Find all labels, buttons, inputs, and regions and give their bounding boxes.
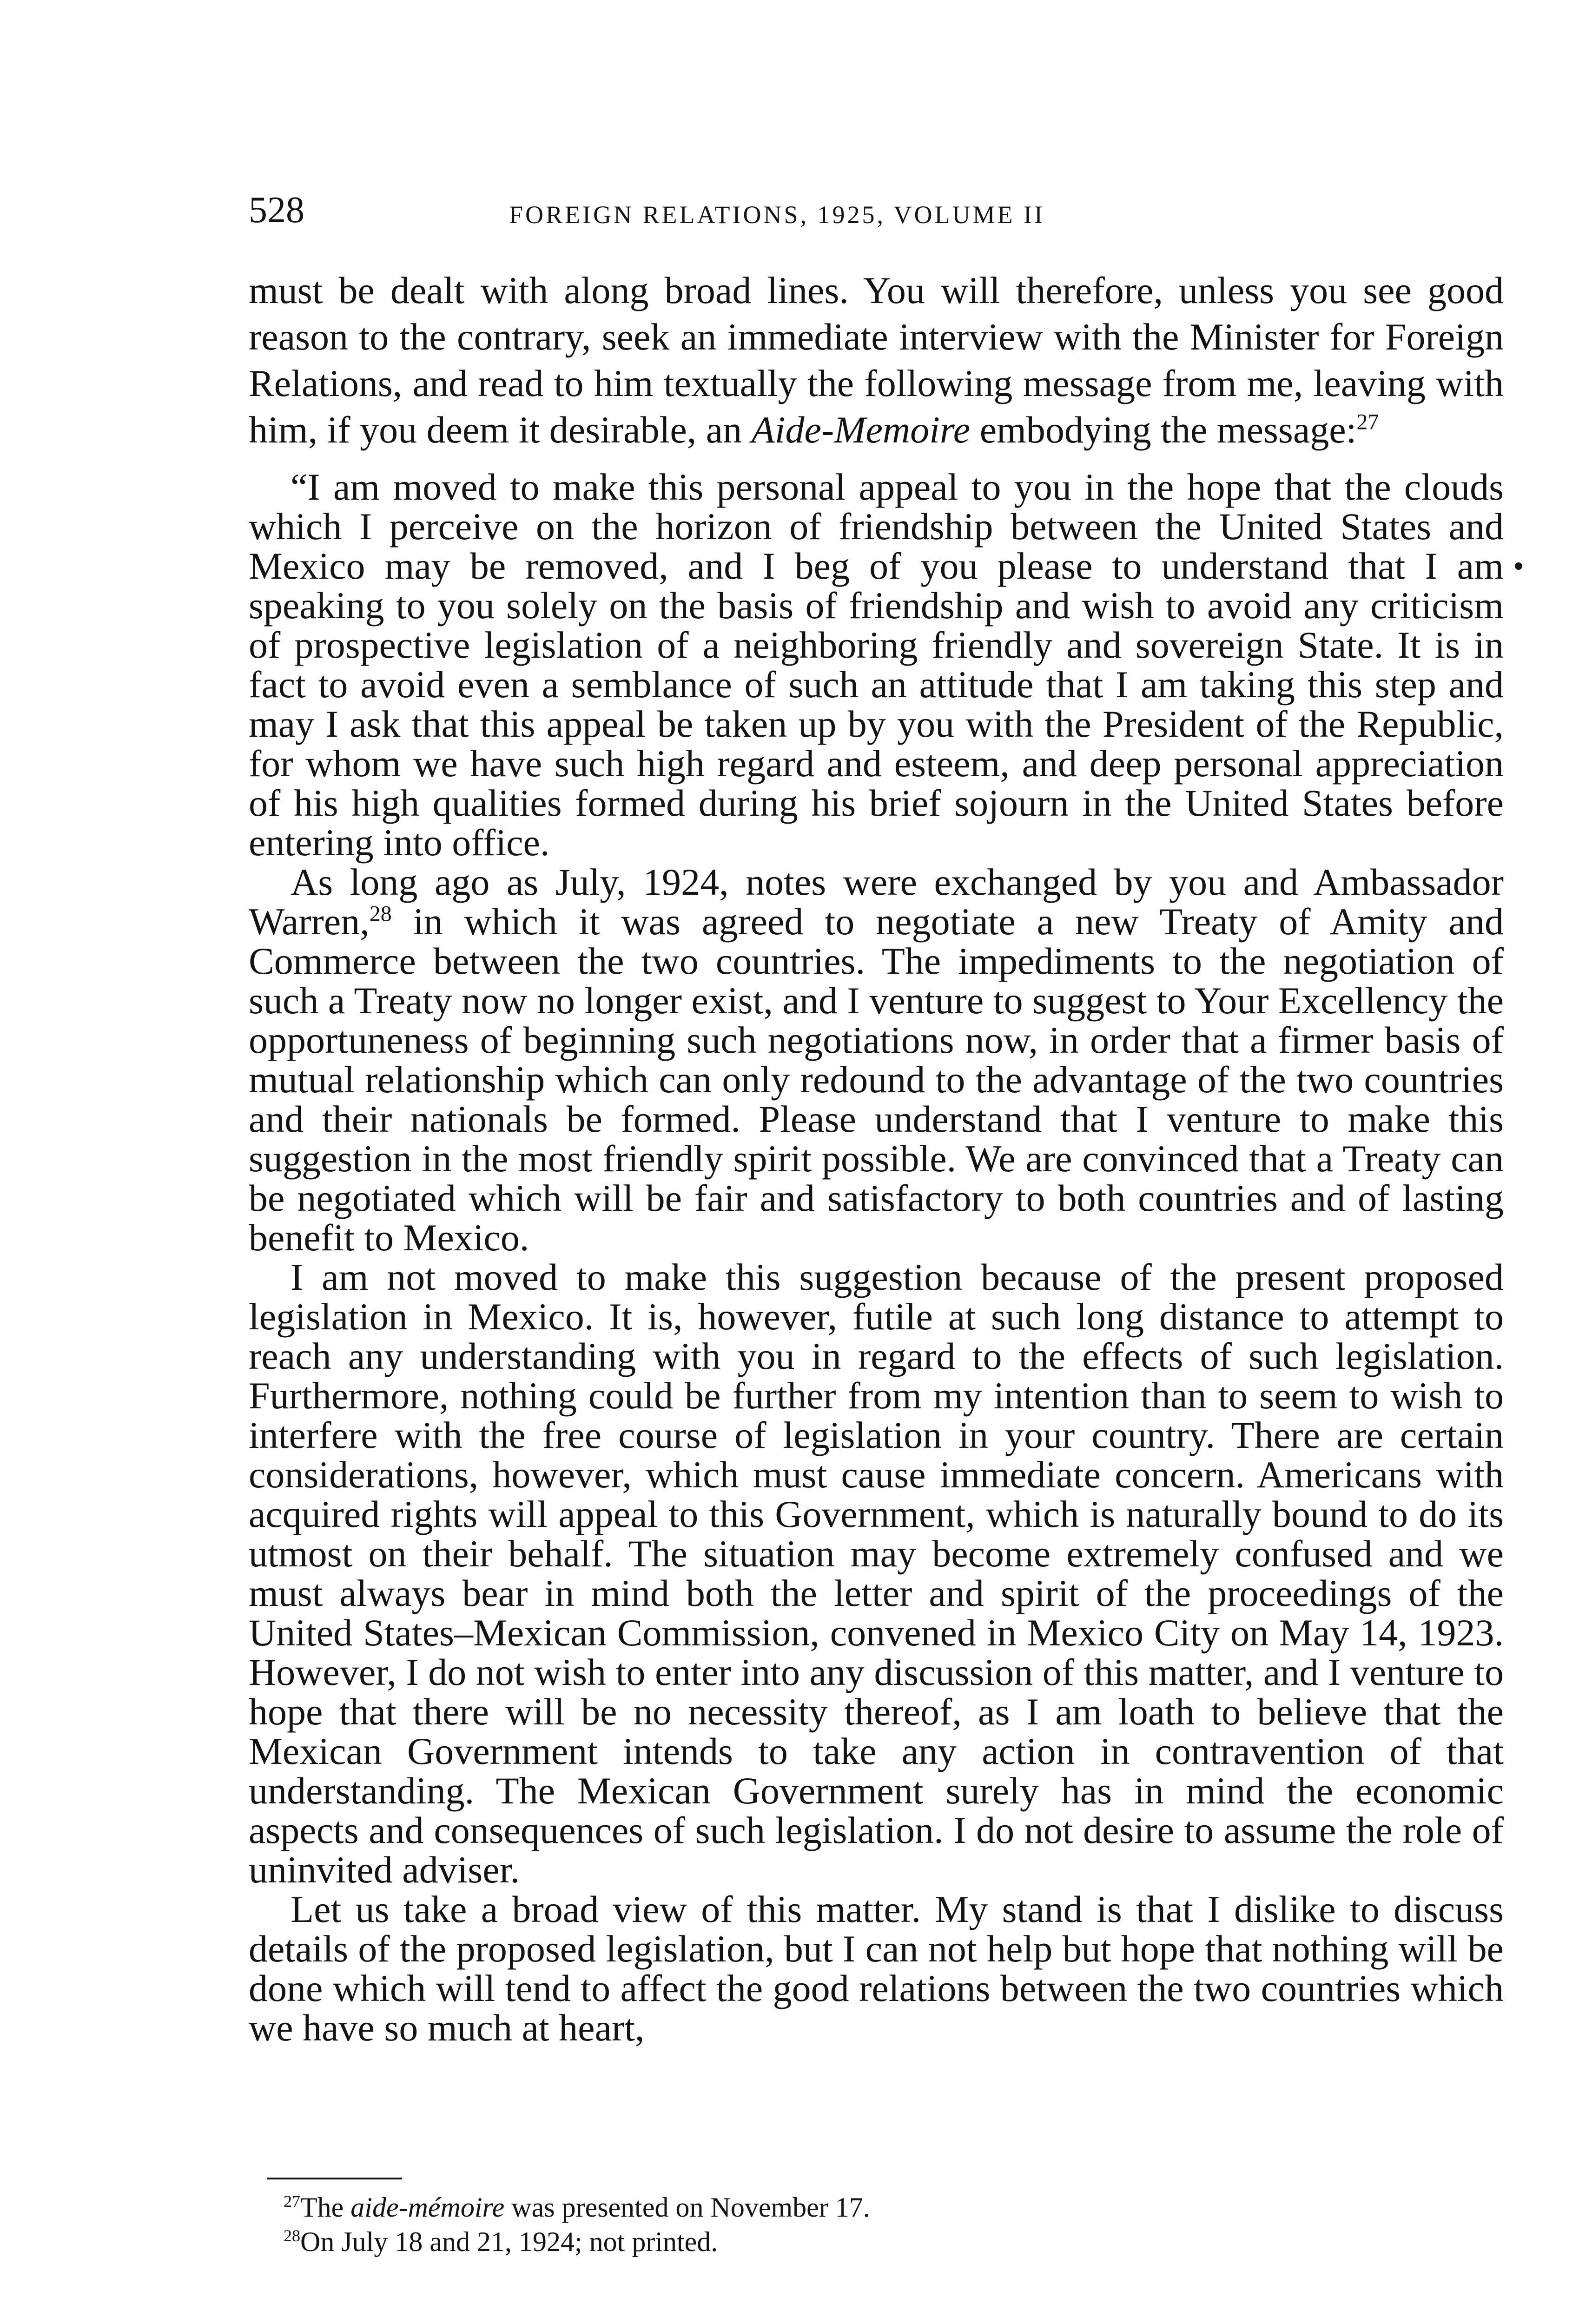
footnote-28 xyxy=(284,2225,1399,2259)
quote-paragraph-2 xyxy=(249,862,1504,1257)
quoted-message xyxy=(249,467,1504,2047)
opening-text: must be dealt with along broad lines. You will therefore, unless you see good reason to the contrary, seek an immediate interview with the Minister for Foreign Relations, and read to him textually the following message from me, leaving with him, if you deem it desirable, an xyxy=(249,269,1504,451)
running-head xyxy=(249,187,1239,233)
footnote-ref-27: 27 xyxy=(1356,409,1379,435)
footnote-27 xyxy=(284,2190,1399,2225)
quote-paragraph-3: I am not moved to make this suggestion because of the present proposed legislation in Mexico. It is, however, futile at such long distance to attempt to reach any understanding with you in regard to the effects of such legislation. Furthermore, nothing could be further from my intention than to seem to wish to interfere with the free course of legislation in your country. There are certain considerations, however, which must cause immediate concern. Americans with acquired rights will appeal to this Government, which is naturally bound to do its utmost on their behalf. The situation may become extremely confused and we must always bear in mind both the letter and spirit of the proceedings of the United States–Mexican Commission, convened in Mexico City on May 14, 1923. However, I do not wish to enter into any discussion of this matter, and I venture to hope that there will be no necessity thereof, as I am loath to believe that the Mexican Government intends to take any action in contravention of that understanding. The Mexican Government surely has in mind the economic aspects and consequences of such legislation. I do not desire to assume the role of uninvited adviser. xyxy=(249,1256,1504,1891)
footnote-27-term: aide-mémoire xyxy=(350,2192,505,2223)
page-number: 528 xyxy=(249,190,304,231)
running-head-title: FOREIGN RELATIONS, 1925, VOLUME II xyxy=(509,201,1045,229)
footnote-27-number: 27 xyxy=(284,2192,300,2211)
quote-paragraph-1: “I am moved to make this personal appeal to you in the hope that the clouds which I perceive on the horizon of friendship between the United States and Mexico may be removed, and I beg of you please to understand that I am speaking to you solely on the basis of friendship and wish to avoid any criticism of prospective legislation of a neighboring friendly and sovereign State. It is in fact to avoid even a semblance of such an attitude that I am taking this step and may I ask that this appeal be taken up by you with the President of the Republic, for whom we have such high regard and esteem, and deep personal appreciation of his high qualities formed during his brief sojourn in the United States before entering into office. xyxy=(249,466,1504,864)
footnotes xyxy=(284,2190,1399,2259)
quote-paragraph-2-rest: in which it was agreed to negotiate a new Treaty of Amity and Commerce between the two countries. The impediments to the negotiation of such a Treaty now no longer exist, and I venture to suggest to Your Excellency the opportuneness of beginning such negotiations now, in order that a firmer basis of mutual relationship which can only redound to the advantage of the two countries and their nationals be formed. Please understand that I venture to make this suggestion in the most friendly spirit possible. We are convinced that a Treaty can be negotiated which will be fair and satisfactory to both countries and of lasting benefit to Mexico. xyxy=(249,900,1504,1259)
footnote-ref-28: 28 xyxy=(369,901,392,926)
aide-memoire-term: Aide-Memoire xyxy=(751,409,971,451)
footnote-28-number: 28 xyxy=(284,2226,300,2245)
margin-dot xyxy=(1515,562,1522,570)
footnote-divider xyxy=(267,2178,402,2179)
footnote-27-text-end: was presented on November 17. xyxy=(504,2192,870,2223)
opening-text-end: embodying the message: xyxy=(970,409,1357,451)
footnote-27-text-start: The xyxy=(300,2192,351,2223)
quote-paragraph-2-start: As long ago as July, 1924, notes were exchanged by you and Ambassador Warren, xyxy=(249,861,1504,943)
opening-paragraph xyxy=(249,267,1504,453)
footnote-28-text: On July 18 and 21, 1924; not printed. xyxy=(300,2226,718,2257)
quote-paragraph-4: Let us take a broad view of this matter. My stand is that I dislike to discuss details of the proposed legislation, but I can not help but hope that nothing will be done which will tend to affect the good relations between the two countries which we have so much at heart, xyxy=(249,1888,1504,2049)
body-text xyxy=(249,267,1504,2047)
